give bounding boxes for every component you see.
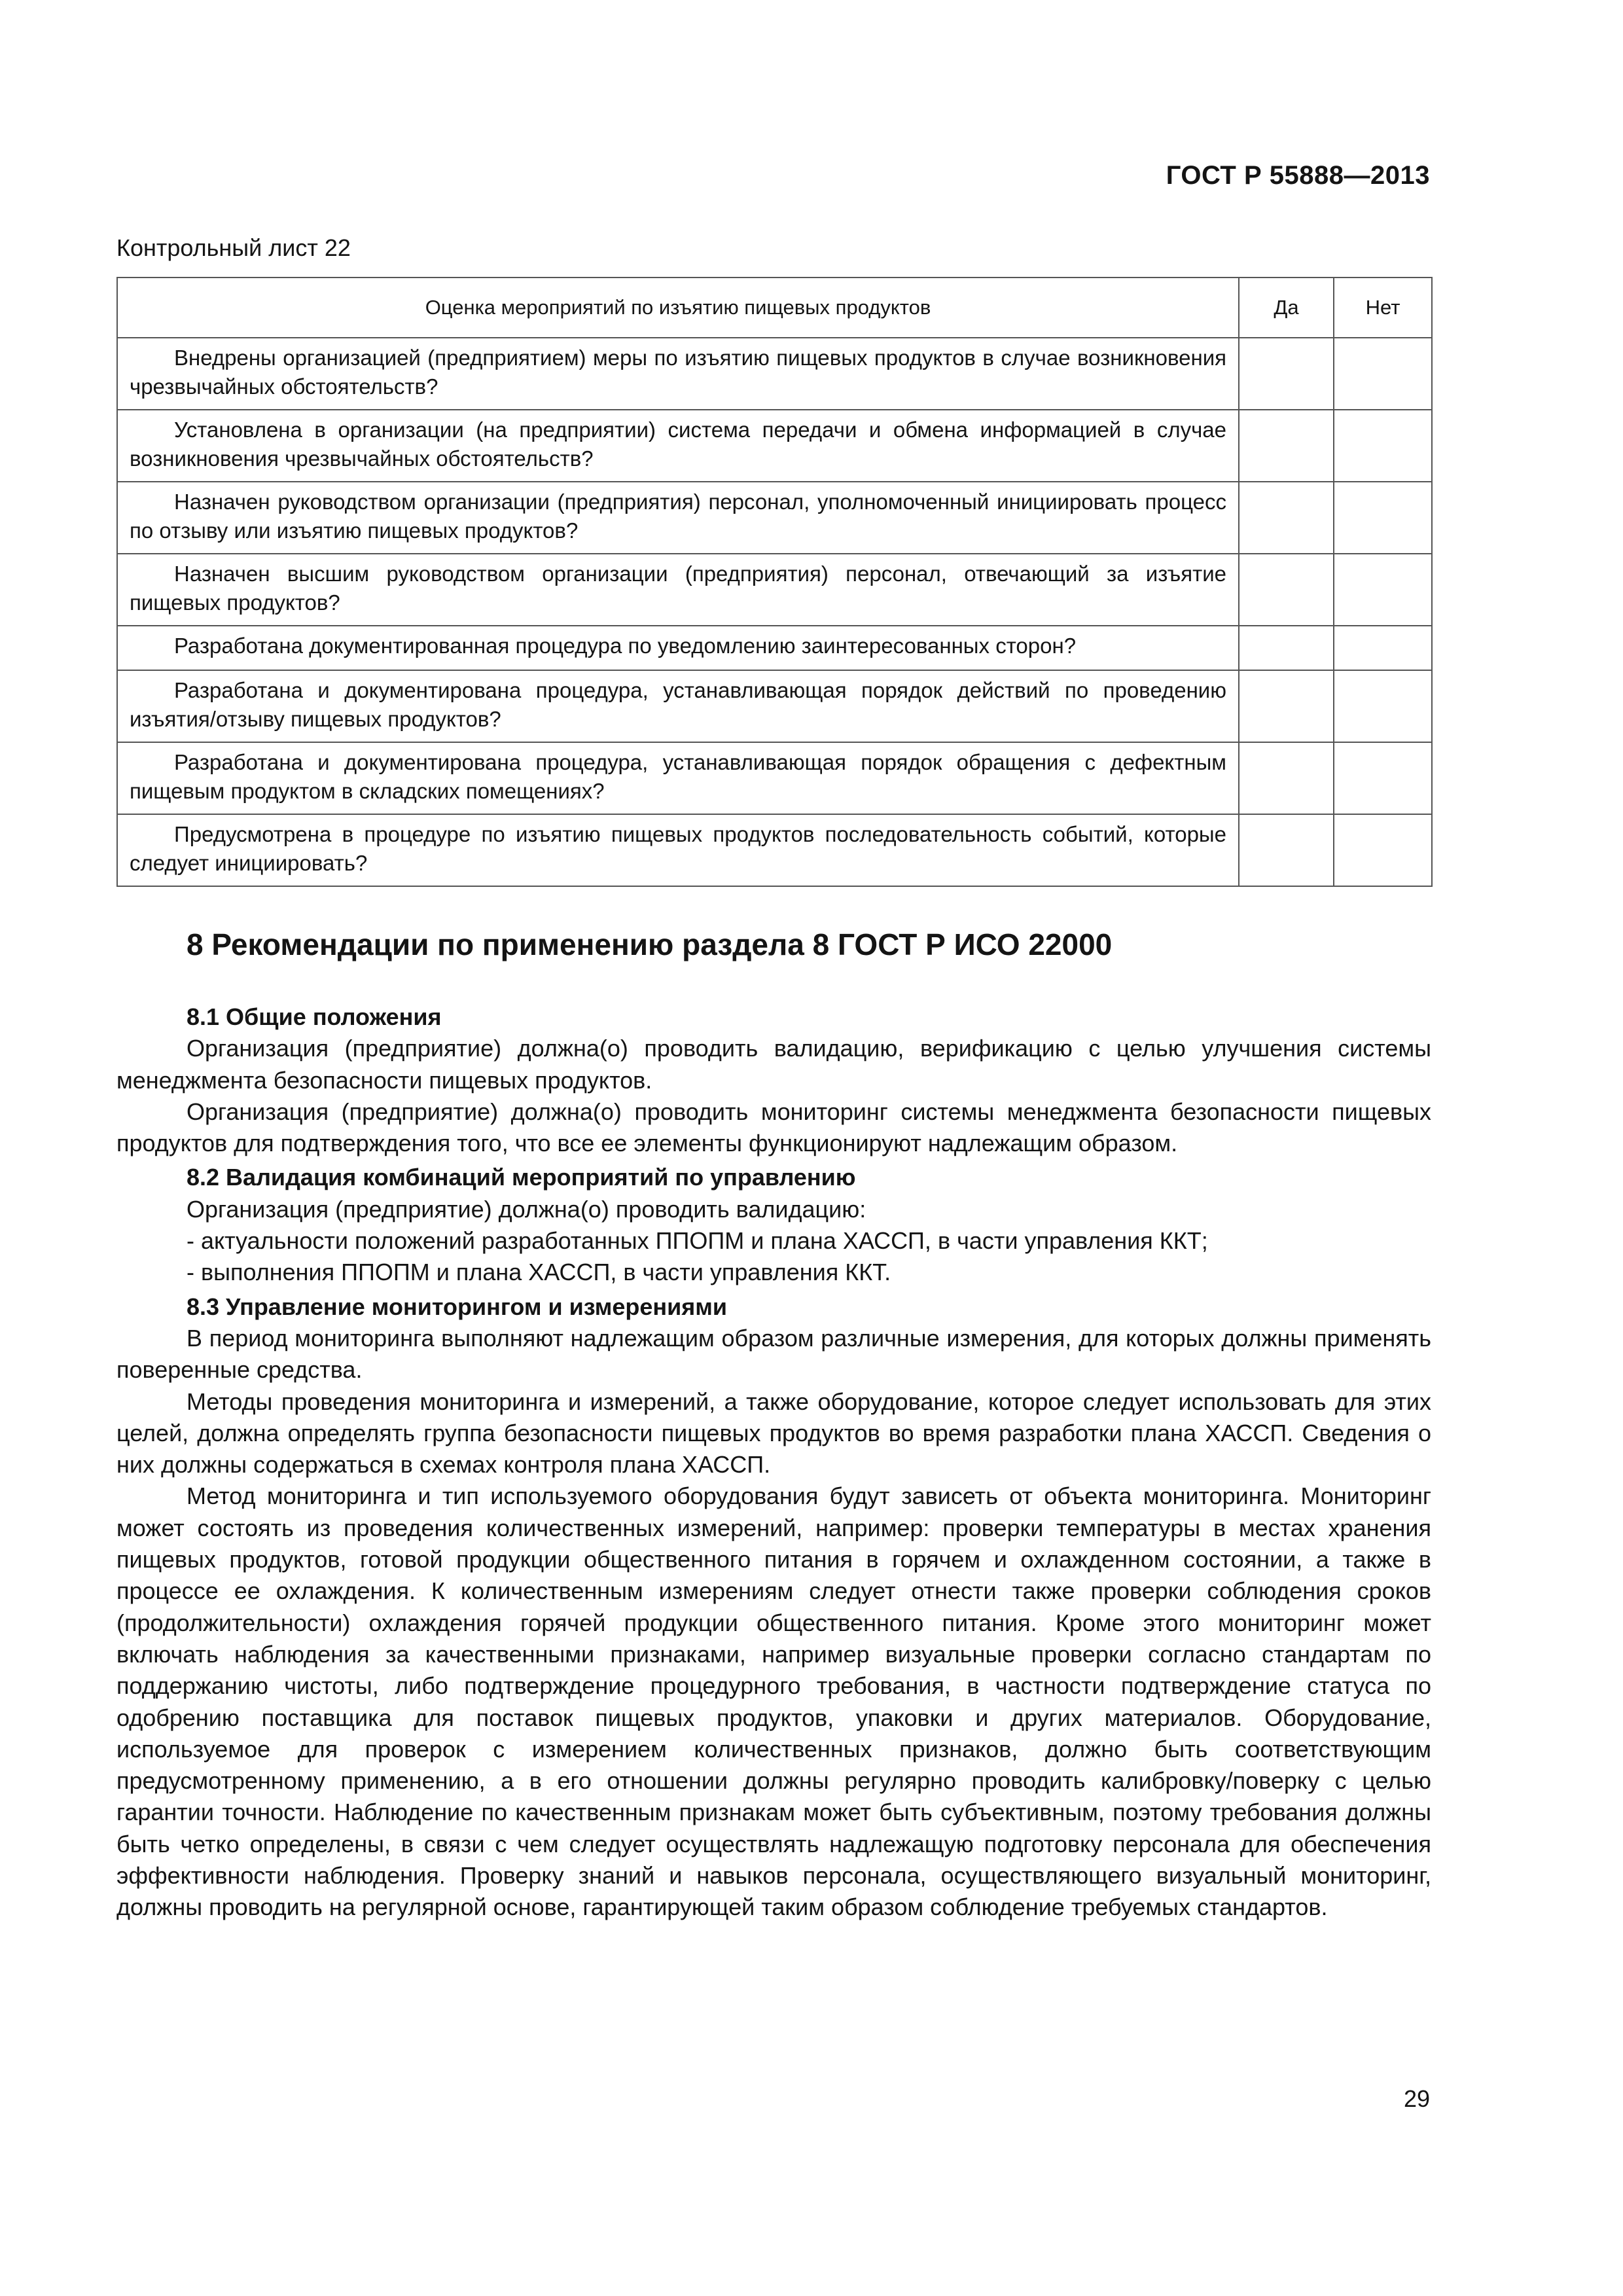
column-header-no: Нет	[1334, 278, 1432, 338]
table-row	[117, 670, 1432, 742]
table-row	[117, 626, 1432, 670]
question-cell: Внедрены организацией (предприятием) меры по изъятию пищевых продуктов в случае возникновения чрезвычайных обстоятельств?	[117, 338, 1239, 410]
no-cell[interactable]	[1334, 626, 1432, 670]
table-row	[117, 338, 1432, 410]
no-cell[interactable]	[1334, 742, 1432, 814]
checklist-table	[116, 277, 1433, 887]
section-heading: 8 Рекомендации по применению раздела 8 ГОСТ Р ИСО 22000	[187, 927, 1113, 961]
paragraph: Организация (предприятие) должна(о) проводить валидацию, верификацию с целью улучшения системы менеджмента безопасности пищевых продуктов.	[116, 1035, 1431, 1094]
yes-cell[interactable]	[1239, 742, 1334, 814]
table-row	[117, 554, 1432, 626]
question-cell: Установлена в организации (на предприятии) система передачи и обмена информацией в случае возникновения чрезвычайных обстоятельств?	[117, 410, 1239, 482]
no-cell[interactable]	[1334, 338, 1432, 410]
paragraph: Организация (предприятие) должна(о) проводить мониторинг системы менеджмента безопасности пищевых продуктов для подтверждения того, что все ее элементы функционируют надлежащим образом.	[116, 1098, 1431, 1157]
question-cell: Разработана и документирована процедура, устанавливающая порядок обращения с дефектным пищевым продуктом в складских помещениях?	[117, 742, 1239, 814]
paragraph: Методы проведения мониторинга и измерений, а также оборудование, которое следует использовать для этих целей, должна определять группа безопасности пищевых продуктов во время разработки плана ХАССП. Сведения о них должны содержаться в схемах контроля плана ХАССП.	[116, 1388, 1431, 1479]
subsection-title-8-1: 8.1 Общие положения	[187, 1003, 442, 1030]
yes-cell[interactable]	[1239, 338, 1334, 410]
question-cell: Назначен руководством организации (предприятия) персонал, уполномоченный инициировать процесс по отзыву или изъятию пищевых продуктов?	[117, 482, 1239, 554]
page-number: 29	[1403, 2085, 1430, 2112]
no-cell[interactable]	[1334, 482, 1432, 554]
table-row	[117, 482, 1432, 554]
paragraph: В период мониторинга выполняют надлежащим образом различные измерения, для которых должны применять поверенные средства.	[116, 1324, 1431, 1384]
yes-cell[interactable]	[1239, 410, 1334, 482]
subsection-title-8-2: 8.2 Валидация комбинаций мероприятий по управлению	[187, 1164, 856, 1191]
yes-cell[interactable]	[1239, 482, 1334, 554]
document-code: ГОСТ Р 55888—2013	[1166, 161, 1430, 190]
subsection-title-8-3: 8.3 Управление мониторингом и измерениями	[187, 1293, 728, 1320]
section-body	[116, 1001, 1431, 1924]
no-cell[interactable]	[1334, 670, 1432, 742]
yes-cell[interactable]	[1239, 554, 1334, 626]
yes-cell[interactable]	[1239, 670, 1334, 742]
question-cell: Назначен высшим руководством организации (предприятия) персонал, отвечающий за изъятие пищевых продуктов?	[117, 554, 1239, 626]
no-cell[interactable]	[1334, 814, 1432, 886]
question-cell: Разработана и документирована процедура, устанавливающая порядок действий по проведению изъятия/отзыву пищевых продуктов?	[117, 670, 1239, 742]
column-header-question: Оценка мероприятий по изъятию пищевых продуктов	[117, 278, 1239, 338]
question-cell: Разработана документированная процедура по уведомлению заинтересованных сторон?	[117, 626, 1239, 670]
yes-cell[interactable]	[1239, 626, 1334, 670]
table-row	[117, 410, 1432, 482]
yes-cell[interactable]	[1239, 814, 1334, 886]
checklist-title: Контрольный лист 22	[116, 234, 351, 261]
list-item: - выполнения ППОПМ и плана ХАССП, в части управления ККТ.	[187, 1259, 891, 1286]
table-row	[117, 814, 1432, 886]
paragraph: Организация (предприятие) должна(о) проводить валидацию:	[187, 1195, 866, 1223]
table-row	[117, 742, 1432, 814]
column-header-yes: Да	[1239, 278, 1334, 338]
question-cell: Предусмотрена в процедуре по изъятию пищевых продуктов последовательность событий, которые следует инициировать?	[117, 814, 1239, 886]
table-header-row	[117, 278, 1432, 338]
no-cell[interactable]	[1334, 410, 1432, 482]
no-cell[interactable]	[1334, 554, 1432, 626]
paragraph: Метод мониторинга и тип используемого оборудования будут зависеть от объекта мониторинга. Мониторинг может состоять из проведения количественных измерений, например: проверки температуры в местах хранения пищевых продуктов, готовой продукции общественного питания в горячем и охлажденном состоянии, а также в процессе ее охлаждения. К количественным измерениям следует отнести также проверки соблюдения сроков (продолжительности) охлаждения горячей продукции общественного питания. Кроме этого мониторинг может включать наблюдения за качественными признаками, например визуальные проверки согласно стандартам по поддержанию чистоты, либо подтверждение процедурного требования, в частности подтверждение статуса по одобрению поставщика для поставок пищевых продуктов, упаковки и других материалов. Оборудование, используемое для проверок с измерением количественных признаков, должно быть соответствующим предусмотренному применению, а в его отношении должны регулярно проводить калибровку/поверку с целью гарантии точности. Наблюдение по качественным признакам может быть субъективным, поэтому требования должны быть четко определены, в связи с чем следует осуществлять надлежащую подготовку персонала для обеспечения эффективности наблюдения. Проверку знаний и навыков персонала, осуществляющего визуальный мониторинг, должны проводить на регулярной основе, гарантирующей таким образом соблюдение требуемых стандартов.	[116, 1482, 1431, 1921]
list-item: - актуальности положений разработанных ППОПМ и плана ХАССП, в части управления ККТ;	[187, 1227, 1208, 1255]
